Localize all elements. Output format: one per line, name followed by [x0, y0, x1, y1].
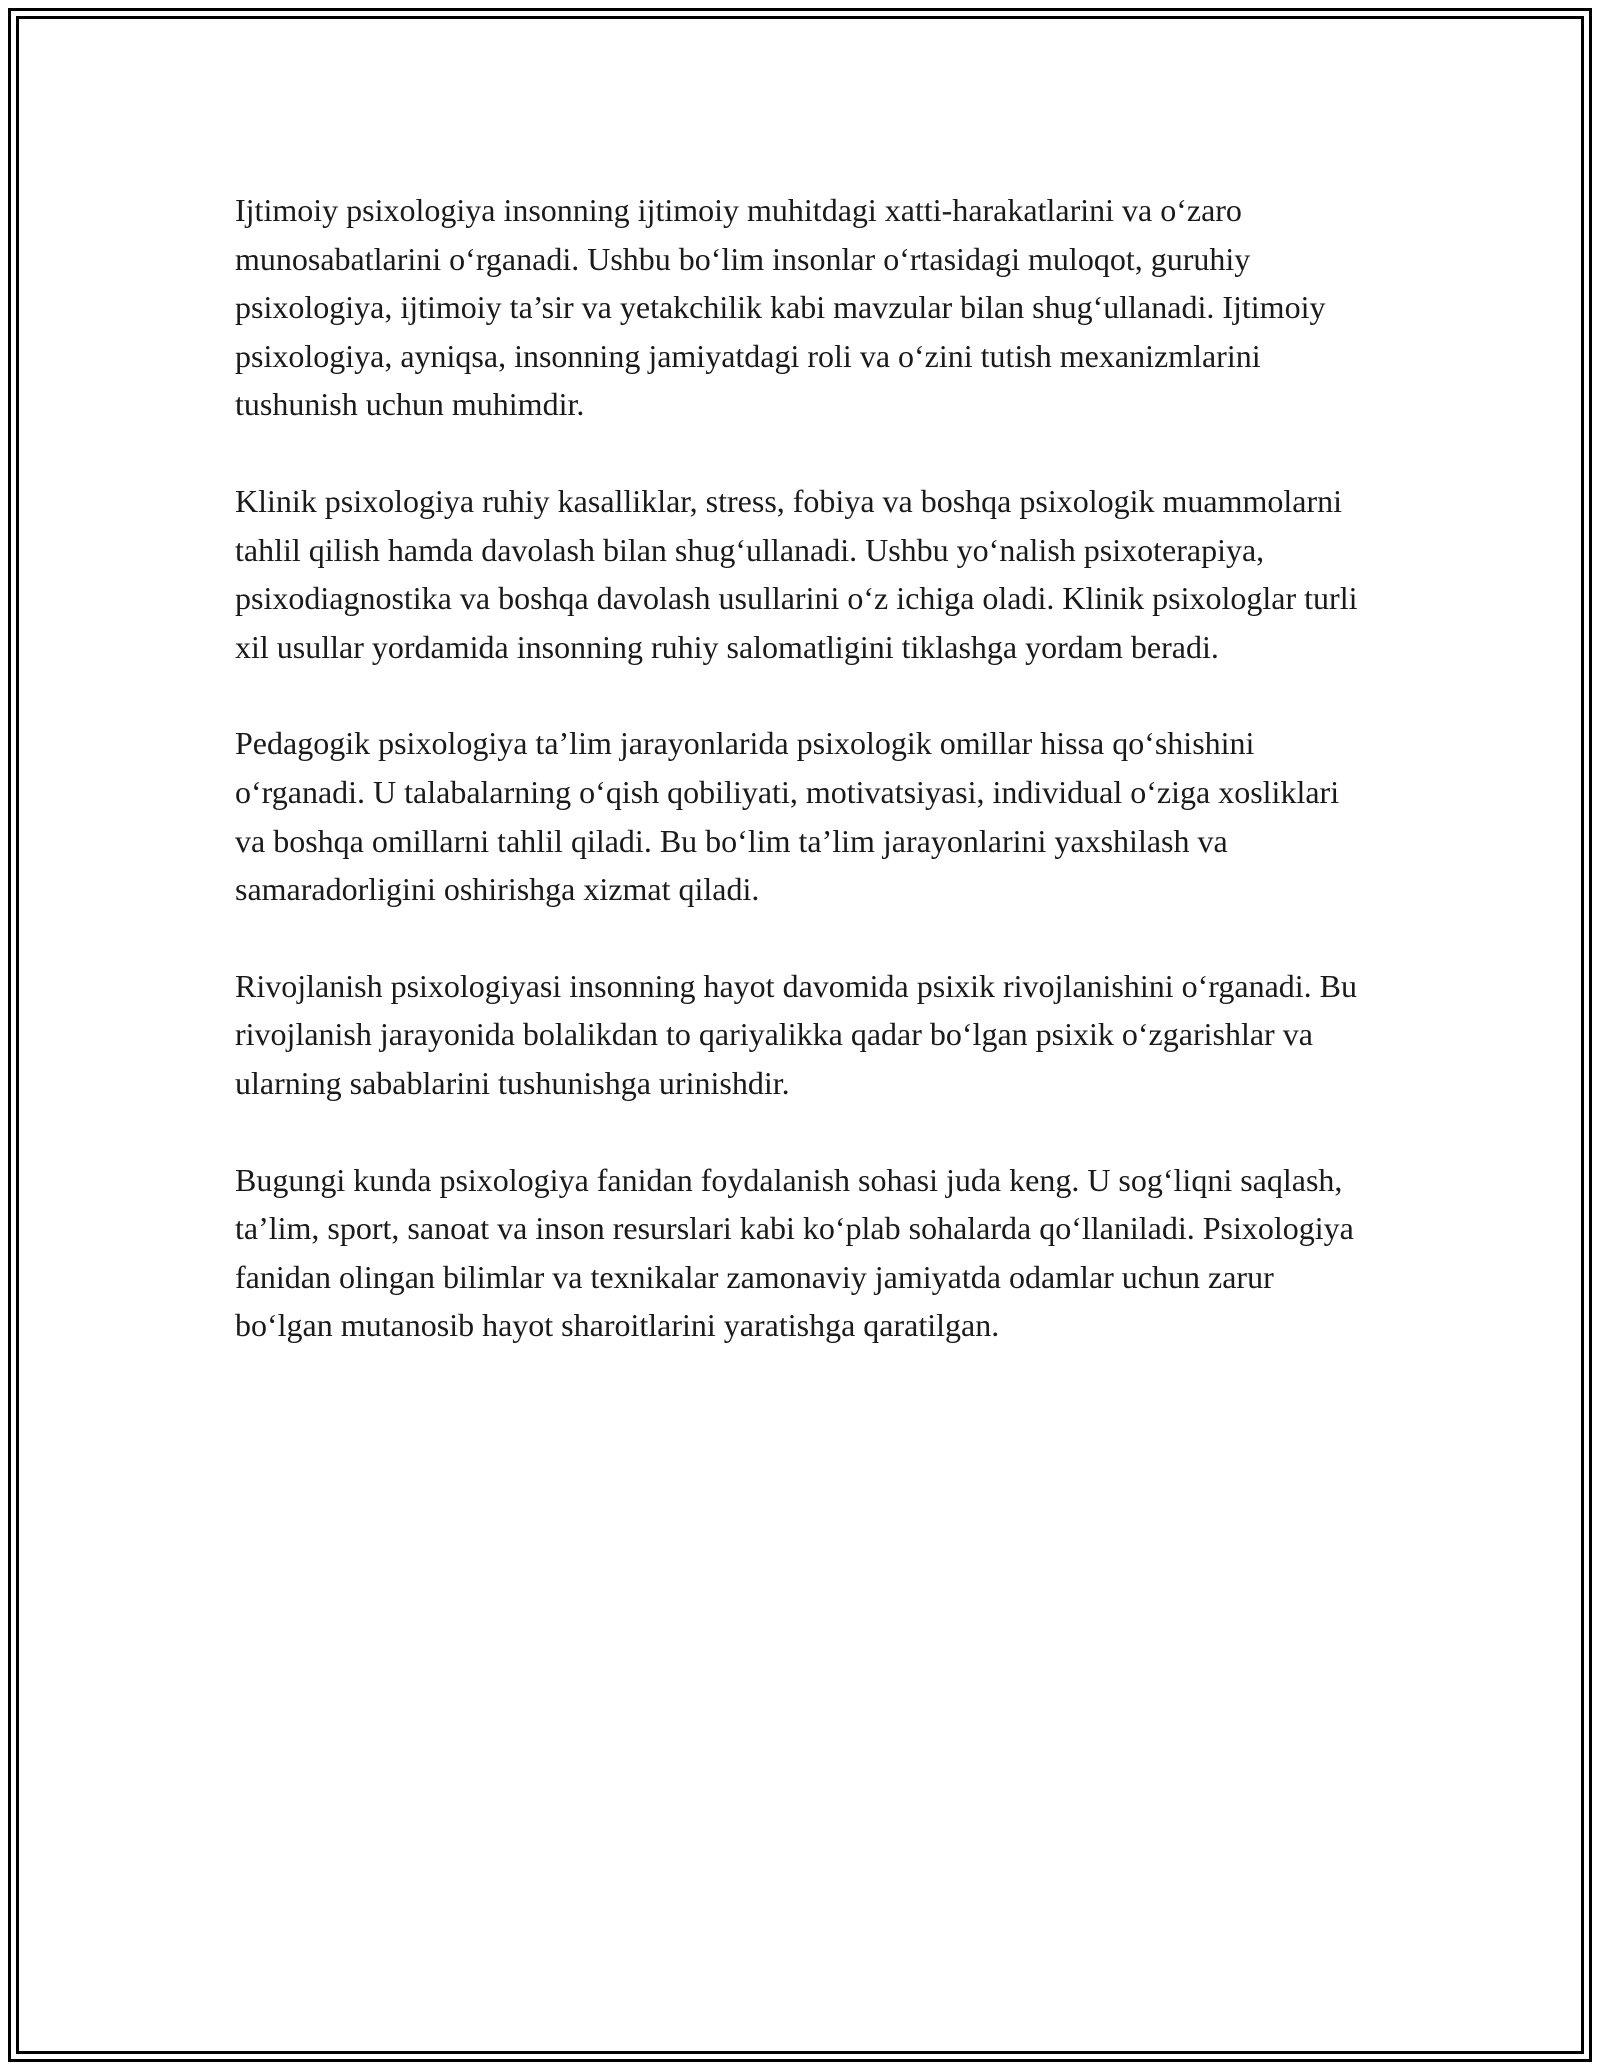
document-body: [235, 186, 1365, 1398]
paragraph-developmental-psychology: Rivojlanish psixologiyasi insonning hayot davomida psixik rivojlanishini o‘rganadi. Bu rivojlanish jarayonida bolalikdan to qariyalikka qadar bo‘lgan psixik o‘zgarishlar va ularning sabablarini tushunishga urinishdir.: [235, 967, 1358, 1101]
paragraph-clinical-psychology: Klinik psixologiya ruhiy kasalliklar, stress, fobiya va boshqa psixologik muammolarni tahlil qilish hamda davolash bilan shug‘ullanadi. Ushbu yo‘nalish psixoterapiya, psixodiagnostika va boshqa davolash usullarini o‘z ichiga oladi. Klinik psixologlar turli xil usullar yordamida insonning ruhiy salomatligini tiklashga yordam beradi.: [235, 482, 1358, 665]
paragraph-pedagogical-psychology: Pedagogik psixologiya ta’lim jarayonlarida psixologik omillar hissa qo‘shishini o‘rganadi. U talabalarning o‘qish qobiliyati, motivatsiyasi, individual o‘ziga xosliklari va boshqa omillarni tahlil qiladi. Bu bo‘lim ta’lim jarayonlarini yaxshilash va samaradorligini oshirishga xizmat qiladi.: [235, 725, 1340, 908]
paragraph-social-psychology: Ijtimoiy psixologiya insonning ijtimoiy muhitdagi xatti-harakatlarini va o‘zaro munosabatlarini o‘rganadi. Ushbu bo‘lim insonlar o‘rtasidagi muloqot, guruhiy psixologiya, ijtimoiy ta’sir va yetakchilik kabi mavzular bilan shug‘ullanadi. Ijtimoiy psixologiya, ayniqsa, insonning jamiyatdagi roli va o‘zini tutish mexanizmlarini tushunish uchun muhimdir.: [235, 192, 1326, 423]
paragraph-applications: Bugungi kunda psixologiya fanidan foydalanish sohasi juda keng. U sog‘liqni saqlash, ta’lim, sport, sanoat va inson resurslari kabi ko‘plab sohalarda qo‘llaniladi. Psixologiya fanidan olingan bilimlar va texnikalar zamonaviy jamiyatda odamlar uchun zarur bo‘lgan mutanosib hayot sharoitlarini yaratishga qaratilgan.: [235, 1161, 1354, 1344]
